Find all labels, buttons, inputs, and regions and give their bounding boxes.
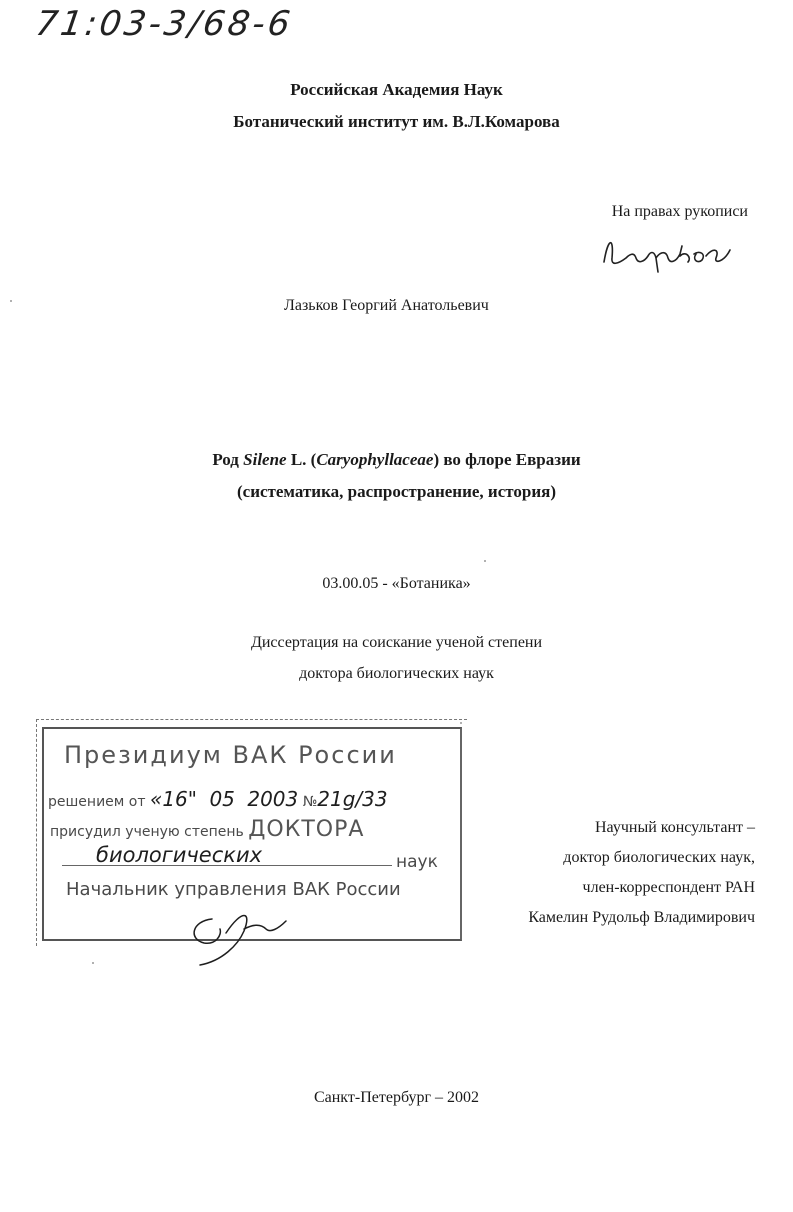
author-name: Лазьков Георгий Анатольевич bbox=[284, 297, 489, 314]
title-prefix: Род bbox=[212, 450, 244, 469]
consultant-line3: член-корреспондент РАН bbox=[582, 879, 755, 896]
city-year: Санкт-Петербург – 2002 bbox=[313, 1089, 480, 1106]
stamp-degree: ДОКТОРА bbox=[248, 817, 365, 842]
stamp-year: 2003 bbox=[247, 787, 299, 811]
consultant-line1: Научный консультант – bbox=[595, 819, 755, 836]
institute-name: Ботанический институт им. В.Л.Комарова bbox=[233, 112, 560, 131]
stamp-title: Президиум ВАК России bbox=[64, 741, 397, 769]
stamp-chief: Начальник управления ВАК России bbox=[66, 879, 401, 900]
specialty-code: 03.00.05 - «Ботаника» bbox=[322, 575, 471, 592]
title-suffix: ) во флоре Евразии bbox=[433, 450, 581, 469]
title-genus: Silene bbox=[243, 450, 287, 469]
stamp-day: «16" bbox=[149, 787, 197, 811]
catalog-number: 71:03-3/68-6 bbox=[33, 4, 296, 44]
scan-speck bbox=[92, 962, 94, 964]
stamp-number: 21g/33 bbox=[317, 787, 388, 811]
thesis-title-line2: (систематика, распространение, история) bbox=[236, 482, 556, 501]
dissertation-line2: доктора биологических наук bbox=[299, 665, 494, 682]
scan-speck bbox=[460, 722, 462, 724]
chief-signature bbox=[182, 899, 302, 969]
stamp-decision-prefix: решением от bbox=[48, 794, 146, 810]
stamp-field: биологических bbox=[96, 843, 263, 867]
stamp-decision bbox=[48, 787, 388, 811]
title-mid: L. ( bbox=[286, 450, 317, 469]
vak-stamp bbox=[42, 727, 462, 941]
stamp-awarded-prefix: присудил ученую степень bbox=[50, 824, 244, 840]
consultant-line2: доктор биологических наук, bbox=[563, 849, 755, 866]
consultant-line4: Камелин Рудольф Владимирович bbox=[528, 909, 755, 926]
scan-speck bbox=[10, 300, 12, 302]
rights-note: На правах рукописи bbox=[611, 203, 748, 220]
author-signature bbox=[596, 228, 746, 276]
stamp-field-suffix: наук bbox=[396, 852, 438, 872]
scan-speck bbox=[484, 560, 486, 562]
stamp-awarded bbox=[50, 817, 364, 842]
stamp-field-underline bbox=[62, 865, 392, 866]
title-family: Caryophyllaceae bbox=[316, 450, 434, 469]
stamp-number-prefix: № bbox=[302, 794, 318, 810]
stamp-month: 05 bbox=[209, 787, 235, 811]
dissertation-line1: Диссертация на соискание ученой степени bbox=[250, 634, 543, 651]
thesis-title-line1 bbox=[0, 450, 793, 470]
academy-name: Российская Академия Наук bbox=[290, 80, 503, 99]
consultant-block bbox=[528, 813, 755, 933]
